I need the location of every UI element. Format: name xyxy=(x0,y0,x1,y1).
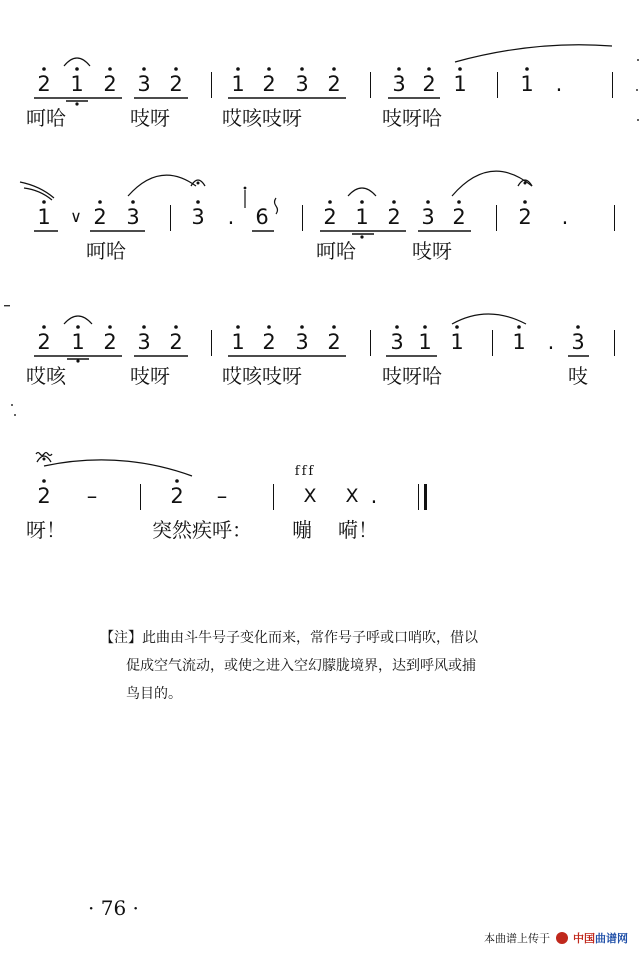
annotation-line: 鸟目的。 xyxy=(126,686,182,702)
final-barline xyxy=(424,484,427,510)
jianpu-note: 1 xyxy=(355,205,369,229)
lyric: 吱呀哈 xyxy=(382,364,442,388)
jianpu-note: 2 xyxy=(169,72,183,96)
jianpu-note: 2 xyxy=(422,72,436,96)
jianpu-note: 2 xyxy=(327,330,341,354)
jianpu-note: 3 xyxy=(421,205,435,229)
jianpu-note: 3 xyxy=(137,330,151,354)
barline xyxy=(140,484,141,510)
barline xyxy=(370,330,371,356)
lyric: 哎咳 xyxy=(26,364,66,388)
lyric: 哎咳吱呀 xyxy=(222,106,302,130)
jianpu-note: 2 xyxy=(93,205,107,229)
lyric: 呵哈 xyxy=(26,106,66,130)
percussive-note: X xyxy=(303,485,317,507)
jianpu-note: 1 xyxy=(418,330,432,354)
lyric: 吱呀哈 xyxy=(382,106,442,130)
page-number: · 76 · xyxy=(88,896,139,920)
jianpu-note: 1 xyxy=(71,330,85,354)
site-logo-icon xyxy=(556,932,568,944)
barline xyxy=(211,330,212,356)
lyrics-line xyxy=(0,106,642,146)
site-credit-prefix: 本曲谱上传于 xyxy=(484,932,550,945)
barline xyxy=(497,72,498,98)
barline xyxy=(496,205,497,231)
jianpu-note: 3 xyxy=(571,330,585,354)
lyrics-line xyxy=(0,239,642,279)
jianpu-note: 2 xyxy=(518,205,532,229)
jianpu-note: 1 xyxy=(37,205,51,229)
dash-extension: – xyxy=(216,484,228,508)
jianpu-note: . xyxy=(561,205,569,229)
jianpu-note: 3 xyxy=(390,330,404,354)
jianpu-note: 3 xyxy=(295,330,309,354)
jianpu-note: 1 xyxy=(512,330,526,354)
barline xyxy=(370,72,371,98)
lyrics-line xyxy=(0,364,642,404)
percussive-note: X xyxy=(345,485,359,507)
barline xyxy=(614,205,615,231)
jianpu-note: 2 xyxy=(323,205,337,229)
barline xyxy=(273,484,274,510)
jianpu-note: 2 xyxy=(37,72,51,96)
dynamic-marking: fff xyxy=(294,464,316,479)
barline xyxy=(614,330,615,356)
jianpu-note: 2 xyxy=(262,72,276,96)
annotation-line: 【注】此曲由斗牛号子变化而来，常作号子呼或口哨吹，借以 xyxy=(100,630,478,646)
barline xyxy=(612,72,613,98)
lyric: 吱呀 xyxy=(130,106,170,130)
jianpu-note: 2 xyxy=(37,484,51,508)
lyric: 吱呀 xyxy=(130,364,170,388)
jianpu-note: 3 xyxy=(126,205,140,229)
jianpu-note: . xyxy=(370,484,378,508)
lyric: 嗬！ xyxy=(338,518,378,542)
jianpu-note: 1 xyxy=(70,72,84,96)
jianpu-note: 2 xyxy=(103,330,117,354)
jianpu-note: 6 xyxy=(255,205,269,229)
jianpu-note: 2 xyxy=(170,484,184,508)
jianpu-note: 2 xyxy=(103,72,117,96)
lyric: 嘣 xyxy=(292,518,312,542)
lyric: 吱 xyxy=(568,364,588,388)
jianpu-note: 3 xyxy=(137,72,151,96)
lyric: 哎咳吱呀 xyxy=(222,364,302,388)
jianpu-note: . xyxy=(547,330,555,354)
lyric: 呵哈 xyxy=(316,239,356,263)
jianpu-note: 2 xyxy=(169,330,183,354)
site-name-part2: 曲谱网 xyxy=(595,932,628,945)
breath-mark: ∨ xyxy=(70,207,82,226)
site-credit xyxy=(484,930,628,946)
jianpu-note: 1 xyxy=(520,72,534,96)
lyric: 呀！ xyxy=(26,518,66,542)
barline xyxy=(302,205,303,231)
barline xyxy=(492,330,493,356)
jianpu-note: 3 xyxy=(392,72,406,96)
jianpu-note: 2 xyxy=(452,205,466,229)
jianpu-note: . xyxy=(555,72,563,96)
jianpu-note: 1 xyxy=(450,330,464,354)
site-name-part1: 中国 xyxy=(573,932,595,945)
jianpu-note: 1 xyxy=(231,330,245,354)
jianpu-note: . xyxy=(227,205,235,229)
annotation-note xyxy=(100,624,560,708)
jianpu-note: 2 xyxy=(262,330,276,354)
jianpu-note: 3 xyxy=(295,72,309,96)
annotation-line: 促成空气流动，或使之进入空幻朦胧境界，达到呼风或捕 xyxy=(126,658,476,674)
jianpu-note: 2 xyxy=(387,205,401,229)
lyrics-line xyxy=(0,518,642,558)
jianpu-note: 2 xyxy=(37,330,51,354)
lyric: 呵哈 xyxy=(86,239,126,263)
barline xyxy=(418,484,419,510)
jianpu-note: 1 xyxy=(453,72,467,96)
lyric: 突然疾呼： xyxy=(152,518,252,542)
lyric: 吱呀 xyxy=(412,239,452,263)
jianpu-note: 2 xyxy=(327,72,341,96)
barline xyxy=(170,205,171,231)
dash-extension: – xyxy=(86,484,98,508)
jianpu-note: 3 xyxy=(191,205,205,229)
barline xyxy=(211,72,212,98)
jianpu-note: 1 xyxy=(231,72,245,96)
